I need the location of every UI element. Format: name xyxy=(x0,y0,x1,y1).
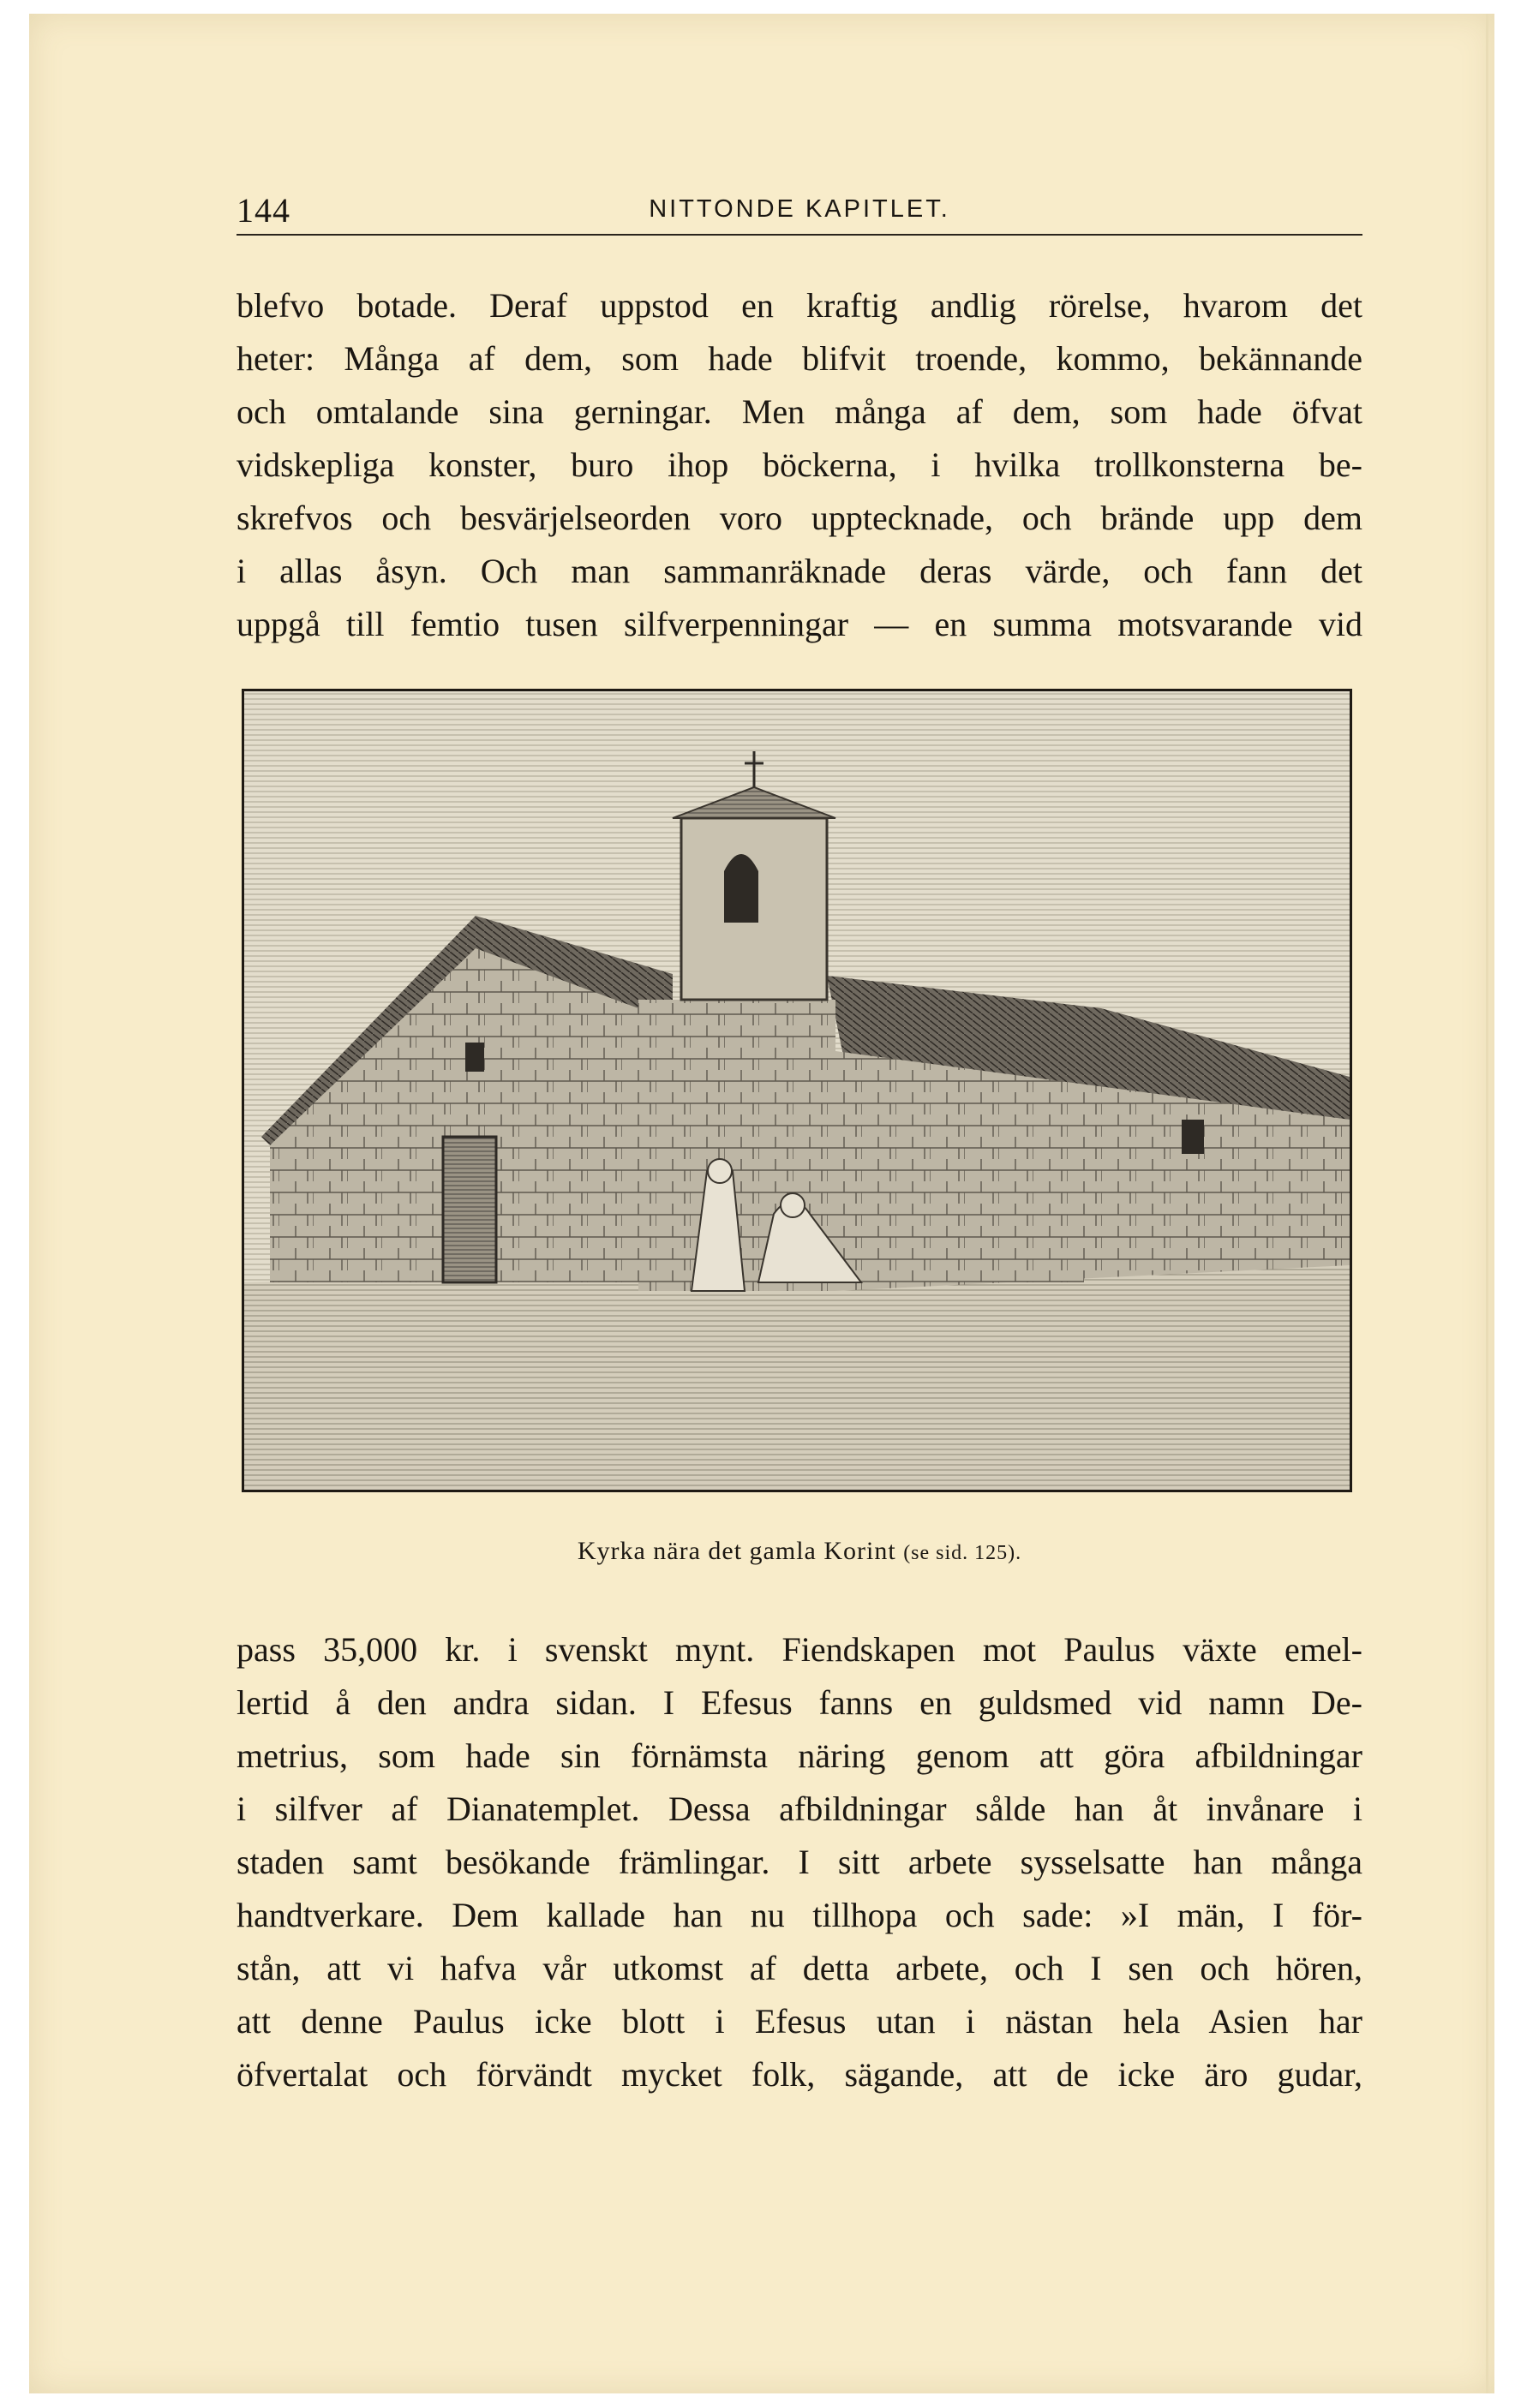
text-line: stån, att vi hafva vår utkomst af detta arbete, och I sen och hören, xyxy=(237,1949,1362,1987)
text-line: i silfver af Dianatemplet. Dessa afbildningar sålde han åt invånare i xyxy=(237,1790,1362,1828)
text-line: och omtalande sina gerningar. Men många af dem, som hade öfvat xyxy=(237,392,1362,431)
text-line: vidskepliga konster, buro ihop böckerna, i hvilka trollkonsterna be- xyxy=(237,445,1362,484)
body-text-top xyxy=(237,279,1362,651)
text-line: att denne Paulus icke blott i Efesus utan i nästan hela Asien har xyxy=(237,2002,1362,2041)
text-line: pass 35,000 kr. i svenskt mynt. Fiendskapen mot Paulus växte emel- xyxy=(237,1630,1362,1669)
text-line: staden samt besökande främlingar. I sitt arbete sysselsatte han många xyxy=(237,1843,1362,1881)
text-line: metrius, som hade sin förnämsta näring genom att göra afbildningar xyxy=(237,1736,1362,1775)
text-line: skrefvos och besvärjelseorden voro upptecknade, och brände upp dem xyxy=(237,499,1362,537)
figure-caption xyxy=(237,1537,1362,1566)
page-number: 144 xyxy=(237,191,290,230)
text-line: heter: Många af dem, som hade blifvit troende, kommo, bekännande xyxy=(237,339,1362,378)
text-line: i allas åsyn. Och man sammanräknade deras värde, och fann det xyxy=(237,552,1362,590)
text-line: uppgå till femtio tusen silfverpenningar — en summa motsvarande vid xyxy=(237,605,1362,643)
text-line: öfvertalat och förvändt mycket folk, sägande, att de icke äro gudar, xyxy=(237,2055,1362,2094)
page-edge xyxy=(1486,14,1488,2393)
church-engraving-drawing xyxy=(244,691,1350,1490)
running-title: NITTONDE KAPITLET. xyxy=(649,195,950,223)
text-line: lertid å den andra sidan. I Efesus fanns en guldsmed vid namn De- xyxy=(237,1683,1362,1722)
caption-reference: (se sid. 125). xyxy=(903,1542,1022,1564)
text-line: blefvo botade. Deraf uppstod en kraftig andlig rörelse, hvarom det xyxy=(237,286,1362,325)
text-line: handtverkare. Dem kallade han nu tillhopa och sade: »I män, I för- xyxy=(237,1896,1362,1934)
header-rule xyxy=(237,234,1362,236)
body-text-bottom xyxy=(237,1623,1362,2101)
caption-text: Kyrka nära det gamla Korint xyxy=(577,1537,896,1565)
church-engraving xyxy=(242,689,1352,1492)
